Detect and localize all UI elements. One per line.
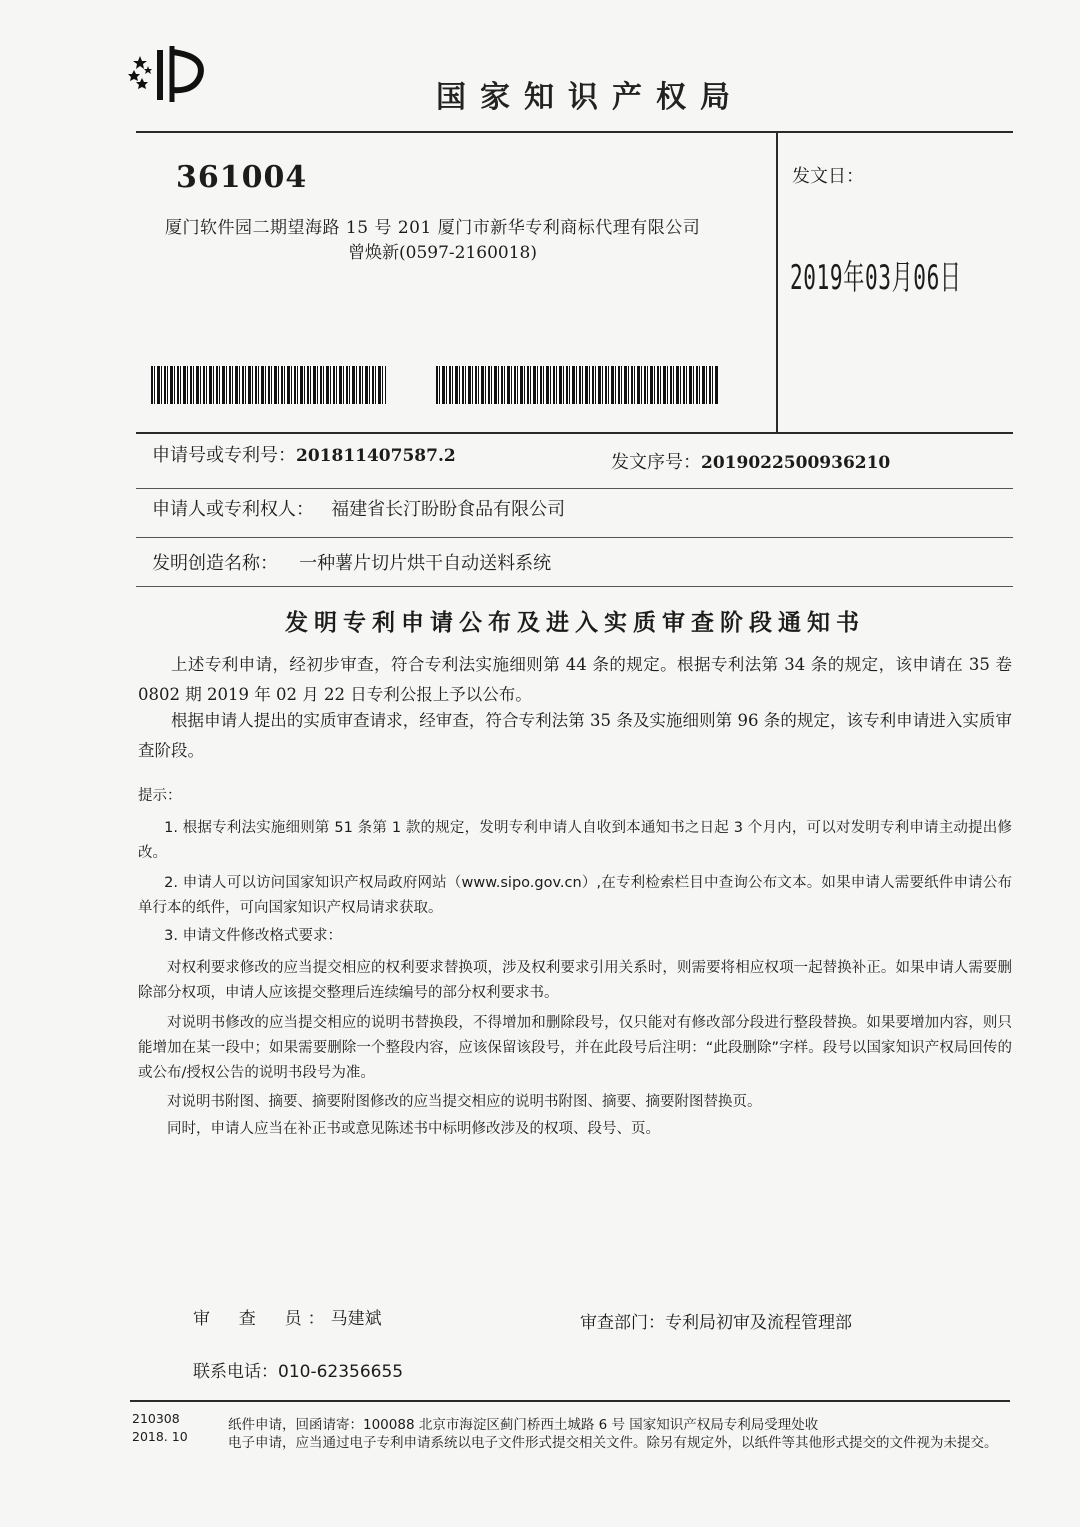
application-number: 201811407587.2 bbox=[296, 446, 456, 466]
serial-number-label: 发文序号： bbox=[611, 452, 701, 473]
department-label: 审查部门： bbox=[580, 1313, 665, 1333]
invention-label: 发明创造名称： bbox=[152, 553, 278, 574]
department-row bbox=[580, 1308, 852, 1333]
phone-label: 联系电话： bbox=[193, 1362, 278, 1382]
serial-number: 2019022500936210 bbox=[701, 453, 891, 473]
notice-paragraph: 上述专利申请，经初步审查，符合专利法实施细则第 44 条的规定。根据专利法第 34 条的规定，该申请在 35 卷 0802 期 2019 年 02 月 22 日专利公报上予以公布。 bbox=[138, 655, 1012, 704]
phone-row bbox=[193, 1357, 403, 1382]
recipient-address: 厦门软件园二期望海路 15 号 201 厦门市新华专利商标代理有限公司 bbox=[165, 218, 701, 238]
examiner-label: 审 查 员： bbox=[193, 1309, 331, 1329]
tips-heading: 提示： bbox=[138, 788, 182, 804]
department-name: 专利局初审及流程管理部 bbox=[665, 1313, 852, 1333]
applicant-name: 福建省长汀盼盼食品有限公司 bbox=[331, 499, 566, 520]
application-number-row bbox=[152, 441, 456, 467]
footer-paper-instructions: 纸件申请，回函请寄：100088 北京市海淀区蓟门桥西土城路 6 号 国家知识产权局专利局受理处收 bbox=[228, 1417, 819, 1433]
notice-title: 发明专利申请公布及进入实质审查阶段通知书 bbox=[285, 610, 865, 636]
serial-number-row bbox=[611, 448, 890, 474]
postal-code: 361004 bbox=[176, 160, 308, 195]
examiner-row bbox=[193, 1304, 382, 1329]
agency-name: 国家知识产权局 bbox=[436, 80, 744, 115]
tip-item: 对说明书修改的应当提交相应的说明书替换段，不得增加和删除段号，仅只能对有修改部分段进行整段替换。如果要增加内容，则只能增加在某一段中；如果需要删除一个整段内容，应该保留该段号，并在此段号后注明：“此段删除”字样。段号以国家知识产权局回传的或公布/授权公告的说明书段号为准。 bbox=[138, 1015, 1012, 1081]
form-version: 2018. 10 bbox=[132, 1429, 188, 1444]
notice-paragraph: 根据申请人提出的实质审查请求，经审查，符合专利法第 35 条及实施细则第 96 条的规定，该专利申请进入实质审查阶段。 bbox=[138, 711, 1012, 760]
form-code: 210308 bbox=[132, 1411, 180, 1426]
barcode-left bbox=[151, 366, 386, 404]
invention-name: 一种薯片切片烘干自动送料系统 bbox=[299, 553, 552, 574]
tip-item: 1. 根据专利法实施细则第 51 条第 1 款的规定，发明专利申请人自收到本通知书之日起 3 个月内，可以对发明专利申请主动提出修改。 bbox=[138, 820, 1012, 861]
footer-electronic-instructions: 电子申请，应当通过电子专利申请系统以电子文件形式提交相关文件。除另有规定外，以纸件等其他形式提交的文件视为未提交。 bbox=[228, 1435, 998, 1451]
tip-item: 对说明书附图、摘要、摘要附图修改的应当提交相应的说明书附图、摘要、摘要附图替换页。 bbox=[167, 1094, 762, 1110]
applicant-row bbox=[152, 495, 565, 521]
tip-item: 同时，申请人应当在补正书或意见陈述书中标明修改涉及的权项、段号、页。 bbox=[167, 1121, 660, 1137]
dispatch-date-label: 发文日： bbox=[792, 166, 864, 187]
dispatch-date-value: 2019年03月06日 bbox=[790, 258, 962, 298]
application-number-label: 申请号或专利号： bbox=[152, 445, 296, 466]
tip-item: 2. 申请人可以访问国家知识产权局政府网站（www.sipo.gov.cn）,在专利检索栏目中查询公布文本。如果申请人需要纸件申请公布单行本的纸件，可向国家知识产权局请求获取。 bbox=[138, 875, 1012, 916]
tip-item: 对权利要求修改的应当提交相应的权利要求替换项，涉及权利要求引用关系时，则需要将相应权项一起替换补正。如果申请人需要删除部分权项，申请人应该提交整理后连续编号的部分权利要求书。 bbox=[138, 960, 1012, 1001]
phone-number: 010-62356655 bbox=[278, 1362, 404, 1382]
tip-item: 3. 申请文件修改格式要求： bbox=[164, 928, 343, 944]
applicant-label: 申请人或专利权人： bbox=[152, 499, 314, 520]
examiner-name: 马建斌 bbox=[330, 1309, 382, 1329]
barcode-right bbox=[436, 366, 718, 404]
invention-row bbox=[152, 549, 551, 575]
cnipa-logo-icon bbox=[126, 44, 210, 106]
recipient-contact: 曾焕新(0597-2160018) bbox=[348, 243, 537, 263]
